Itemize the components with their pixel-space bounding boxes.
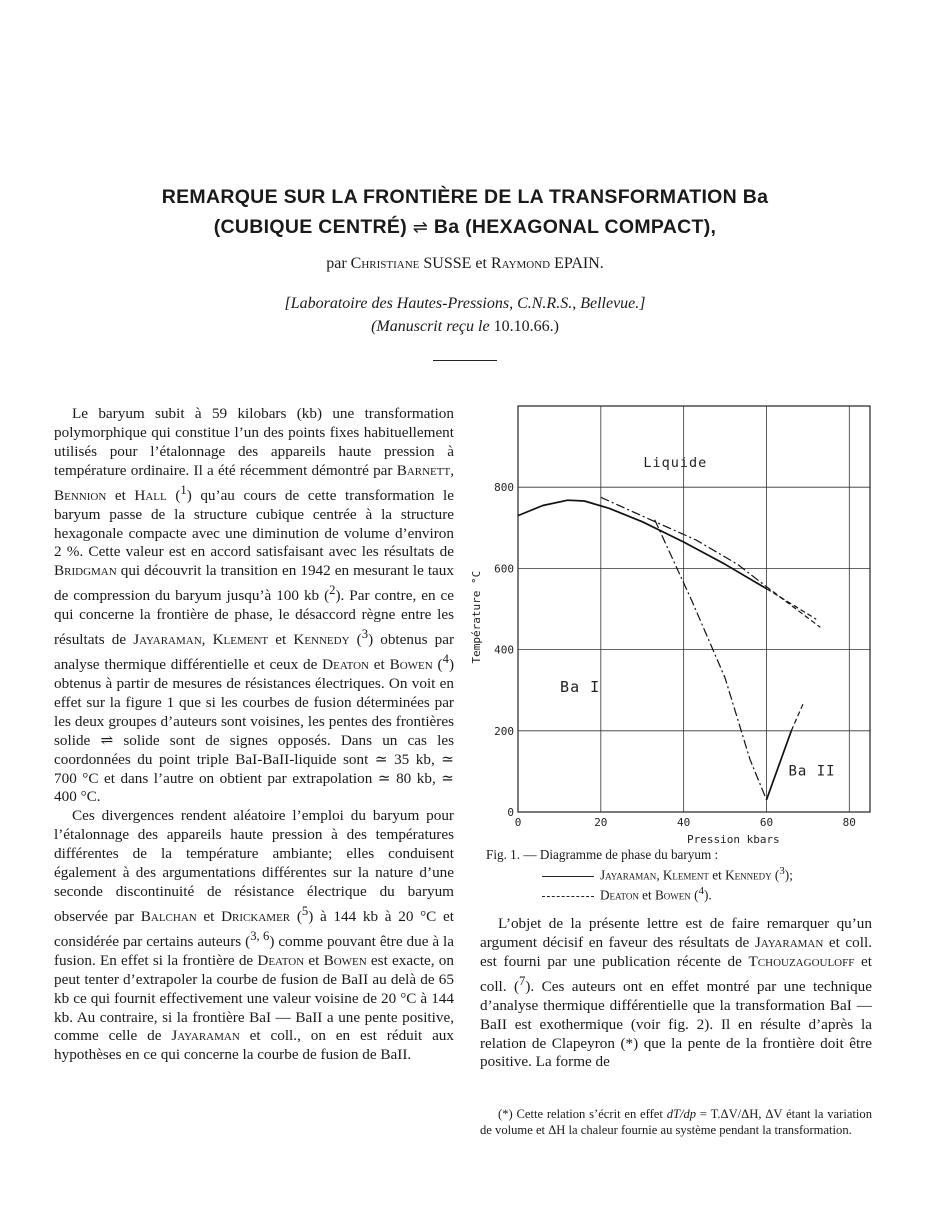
text-run: et — [708, 867, 726, 883]
byline-par: par — [326, 255, 347, 272]
text-run: Ces divergences rendent aléatoire l’emploi du baryum pour l’étalonnage des appareils haute pression à des températures différentes de la température ambiante; elles conduisent également à des argumentations différentes sur la nature d’une seconde discontinuité de résistance électrique du baryum observée par — [54, 807, 454, 925]
text-run: ) qu’au cours de cette transformation le baryum passe de la structure cubique centrée à la structure hexagonale compacte avec une diminution de volume d’environ 2 %. Cette valeur est en accord satisfaisant avec les résultats de — [54, 486, 454, 561]
legend-entry-solid-end: ; — [789, 867, 793, 883]
x-axis-label: Pression kbars — [686, 833, 780, 846]
author-name: Klement — [212, 631, 269, 649]
figure-1 — [462, 400, 882, 846]
text-run: et — [106, 486, 135, 504]
series-line-melting-extrapolation-dashed — [767, 587, 821, 628]
x-tick-label: 80 — [842, 816, 856, 829]
legend-entry-dashdot-label — [600, 888, 691, 903]
reference-number: 2 — [329, 583, 336, 598]
text-run: ). Par contre, en ce qui concerne la frontière de phase, le désaccord règne entre les résultats de — [54, 587, 454, 649]
paragraph-3 — [480, 915, 872, 1072]
text-run: L’objet de la présente lettre est de faire remarquer qu’un argument décisif en faveur des résultats de — [480, 915, 872, 951]
author-name: Deaton — [257, 951, 305, 969]
footnote-text — [480, 1106, 872, 1138]
author-2-first-name: Raymond — [490, 255, 551, 272]
text-run: ( — [290, 907, 302, 925]
legend-entry-solid: Jayaraman, Klement et Kennedy ($^3$); — [486, 863, 886, 883]
text-run: et coll., on en est réduit aux hypothèses en ce qui concerne la courbe de fusion de BaII. — [54, 1027, 454, 1064]
x-tick-label: 40 — [677, 816, 691, 829]
region-label: Ba II — [788, 763, 836, 780]
author-1-last-name: SUSSE — [423, 255, 472, 272]
x-tick-label: 0 — [514, 816, 522, 829]
author-name: Jayaraman — [133, 631, 202, 649]
text-run: ( — [432, 656, 443, 674]
author-name: Deaton — [322, 656, 369, 674]
author-name: Drickamer — [221, 907, 291, 925]
article-title — [0, 182, 930, 243]
right-column — [480, 915, 872, 1072]
y-tick-label: 200 — [494, 724, 514, 738]
text-run: et — [304, 951, 324, 969]
dash-dot-line-swatch — [542, 896, 594, 897]
solid-line-swatch — [542, 876, 594, 877]
author-name: Bowen — [389, 656, 433, 674]
title-line-2-end: Ba (HEXAGONAL COMPACT), — [433, 216, 717, 238]
text-run: ) comme pouvant être due à la fusion. En effet si la frontière de — [54, 932, 455, 969]
received-date: 10.10.66.) — [493, 318, 559, 335]
author-name: Hall — [134, 486, 167, 504]
legend-entry-dashdot-ref: 4 — [698, 885, 704, 898]
figure-caption — [486, 846, 886, 904]
series-line-melting-solid — [518, 500, 767, 589]
series-line-melting-extrapolation-dashed — [767, 589, 817, 620]
author-name: Deaton — [600, 887, 639, 903]
author-name: Bennion — [54, 486, 107, 504]
title-line-2-start: (CUBIQUE CENTRÉ) — [213, 216, 408, 238]
author-name: Barnett — [396, 461, 451, 479]
text-run: ) obtenus à partir de mesures de résistances électriques. On voit en effet sur la figure 1 que si les courbes de fusion déterminées par les deux groupes d’auteurs sont voisines, les pentes des frontières solide ⇌ solide sont de signes opposés. Dans un cas les coordonnées du point triple BaI-BaII-liquide sont ≃ 35 kb, ≃ 700 °C et dans l’autre on obtient par extrapolation ≃ 80 kb, ≃ 400 °C. — [54, 656, 454, 806]
author-name: Bowen — [323, 951, 367, 969]
paragraph-1 — [54, 405, 454, 807]
reference-number: 4 — [442, 652, 449, 667]
author-name: Klement — [662, 867, 709, 883]
paragraph-2 — [54, 807, 454, 1065]
received-label: (Manuscrit reçu le — [371, 318, 490, 335]
y-tick-label: 800 — [494, 481, 514, 495]
title-separator-rule — [433, 360, 497, 361]
footnote — [480, 1106, 872, 1138]
text-run: est exacte, on peut tenter d’extrapoler la courbe de fusion de BaII au delà de 65 kb ce qui fournit effectivement une valeur voisine de 20 °C à 144 kb. Au contraire, si la frontière BaI — BaII a une pente positive, comme celle de — [54, 951, 454, 1045]
text-run: et — [638, 887, 655, 903]
author-name: Bridgman — [54, 562, 117, 580]
y-tick-label: 400 — [494, 643, 514, 657]
text-run: et — [268, 631, 294, 649]
reference-number: 3, 6 — [250, 928, 270, 943]
received-date-line — [0, 315, 930, 338]
title-line-1: REMARQUE SUR LA FRONTIÈRE DE LA TRANSFORMATION Ba — [161, 186, 769, 208]
reference-number: 5 — [301, 903, 309, 918]
text-run: ) obtenus par analyse thermique différentielle et ceux de — [54, 631, 454, 674]
reference-number: 3 — [361, 627, 369, 642]
text-run: et coll. est fourni par une publication récente de — [480, 933, 872, 970]
series-line-BaI-BaII-extrapolation-dashed — [791, 702, 803, 730]
text-run: ( — [349, 631, 362, 649]
legend-entry-dashdot-end: . — [708, 887, 712, 903]
author-name: Tchouzagouloff — [748, 952, 855, 970]
text-run: et coll. ( — [480, 952, 872, 995]
laboratory: [Laboratoire des Hautes-Pressions, C.N.R.S., Bellevue.] — [284, 295, 646, 312]
author-name: Balchan — [140, 907, 197, 925]
author-name: Kennedy — [293, 631, 350, 649]
reference-number: 1 — [180, 482, 187, 497]
x-tick-label: 60 — [759, 816, 774, 829]
byline — [0, 254, 930, 274]
text-run: ). Ces auteurs ont en effet montré par une technique d’analyse thermique différentielle que la transformation BaI — BaII est exothermique (voir fig. 2). Il en résulte d’après la relation de Clapeyron (*) que la pente de la frontière doit être positive. La forme de — [480, 977, 872, 1071]
author-name: Bowen — [654, 887, 691, 903]
y-axis-label: Température °C — [470, 570, 483, 664]
text-run: , — [450, 461, 454, 479]
equilibrium-arrows-icon: ⇌ — [412, 217, 429, 238]
affiliation — [0, 292, 930, 338]
caption-title: Fig. 1. — Diagramme de phase du baryum : — [486, 847, 719, 862]
text-run: Le baryum subit à 59 kilobars (kb) une transformation polymorphique qui constitue l’un des points fixes habituellement utilisés pour l’étalonnage des appareils haute pression à température ordinaire. Il a été récemment démontré par — [54, 405, 454, 479]
author-name: Jayaraman — [171, 1027, 240, 1045]
y-tick-label: 600 — [494, 562, 514, 576]
region-label: Ba I — [560, 678, 601, 697]
text-run: et — [368, 656, 390, 674]
text-run: et — [196, 907, 222, 925]
title-line-2 — [0, 212, 930, 243]
text-run: ( — [166, 486, 181, 504]
x-tick-label: 20 — [594, 816, 608, 829]
y-tick-label: 0 — [507, 806, 514, 819]
text-run: (*) Cette relation s’écrit en effet — [498, 1107, 667, 1121]
formula: dT/dp — [666, 1107, 697, 1121]
series-line-BaI-BaII-dash-dot — [655, 520, 767, 800]
author-name: Jayaraman — [754, 933, 824, 951]
phase-diagram-chart — [462, 400, 882, 846]
reference-number: 7 — [519, 973, 526, 988]
text-run: , — [656, 867, 663, 883]
legend-entry-dashdot: Deaton et Bowen ($^4$). — [486, 883, 886, 903]
author-2-last-name: EPAIN. — [554, 255, 604, 272]
text-run: = T.ΔV/ΔH, ΔV étant la variation de volume et ΔH la chaleur fournie au système pendant la transformation. — [480, 1107, 872, 1137]
legend-entry-solid-ref: 3 — [779, 865, 785, 877]
text-run: ) à 144 kb à 20 °C et considérée par certains auteurs ( — [54, 907, 454, 950]
author-1-first-name: Christiane — [350, 255, 420, 272]
legend-entry-solid-label — [600, 867, 772, 882]
author-name: Kennedy — [725, 867, 772, 883]
left-column — [54, 405, 454, 1065]
byline-et: et — [475, 255, 487, 272]
text-run: qui découvrit la transition en 1942 en mesurant le taux de compression du baryum jusqu’à 100 kb ( — [54, 562, 454, 605]
region-label: Liquide — [643, 454, 708, 471]
author-name: Jayaraman — [600, 867, 657, 883]
text-run: , — [201, 631, 213, 649]
